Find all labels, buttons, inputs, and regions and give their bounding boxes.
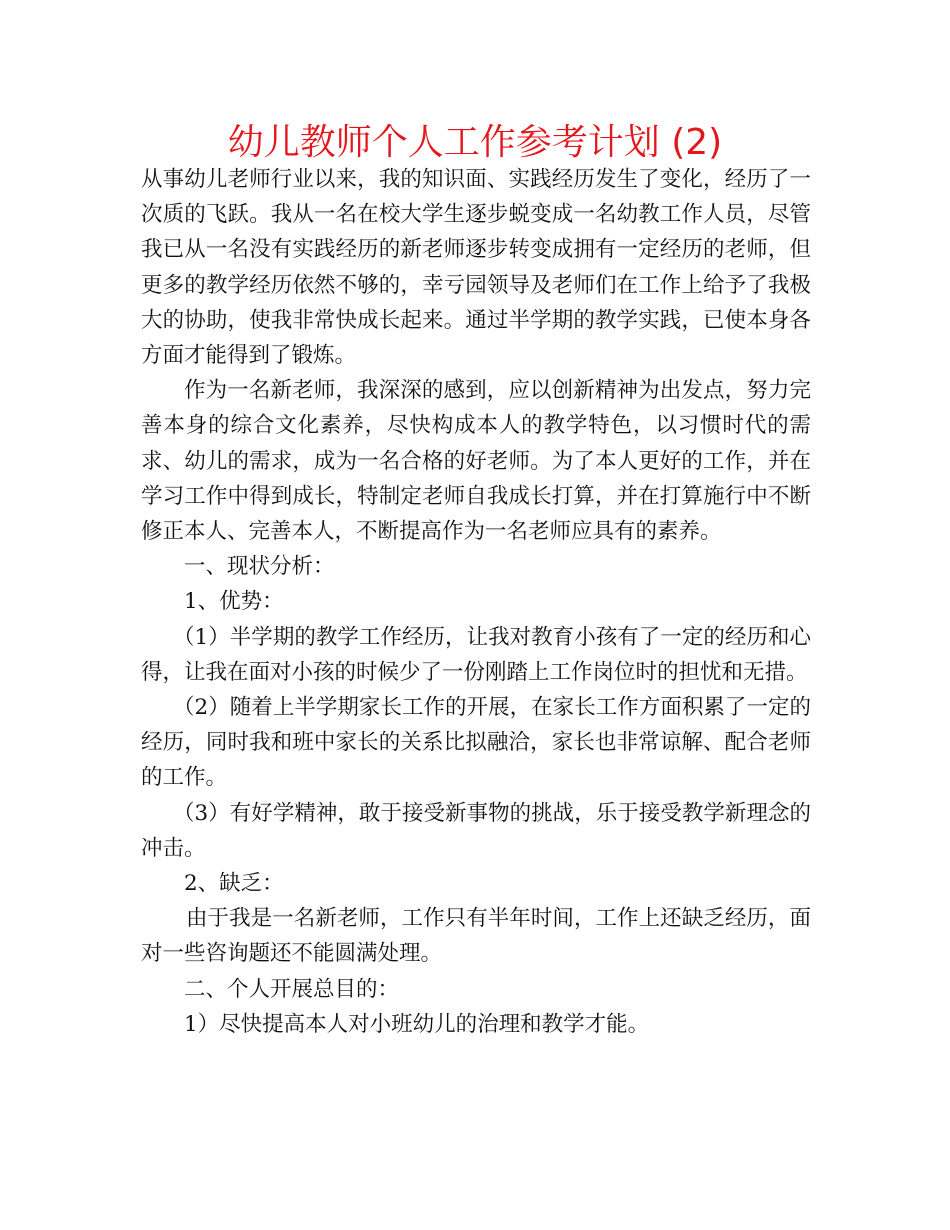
heading-current-analysis: 一、现状分析： (184, 554, 335, 580)
heading-strengths: 1、优势： (184, 589, 284, 615)
heading-shortcomings: 2、缺乏： (184, 871, 284, 897)
paragraph-new-teacher: 作为一名新老师，我深深的感到，应以创新精神为出发点，努力完善本身的综合文化素养，尽快构成本人的教学特色，以习惯时代的需求、幼儿的需求，成为一名合格的好老师。为了本人更好的工作，并在学习工作中得到成长，特制定老师自我成长打算，并在打算施行中不断修正本人、完善本人，不断提高作为一名老师应具有的素养。 (141, 378, 811, 545)
document-title: 幼儿教师个人工作参考计划 (2) (227, 122, 723, 163)
heading-personal-goals: 二、个人开展总目的： (184, 976, 400, 1002)
paragraph-strength-1: （1）半学期的教学工作经历，让我对教育小孩有了一定的经历和心得，让我在面对小孩的时候少了一份刚踏上工作岗位时的担忧和无措。 (141, 624, 811, 685)
paragraph-intro: 从事幼儿老师行业以来，我的知识面、实践经历发生了变化，经历了一次质的飞跃。我从一名在校大学生逐步蜕变成一名幼教工作人员，尽管我已从一名没有实践经历的新老师逐步转变成拥有一定经历的老师，但更多的教学经历依然不够的，幸亏园领导及老师们在工作上给予了我极大的协助，使我非常快成长起来。通过半学期的教学实践，已使本身各方面才能得到了锻炼。 (141, 167, 811, 369)
paragraph-strength-3: （3）有好学精神，敢于接受新事物的挑战，乐于接受教学新理念的冲击。 (141, 800, 811, 861)
paragraph-goal-1: 1）尽快提高本人对小班幼儿的治理和教学才能。 (184, 1011, 650, 1037)
paragraph-shortcoming: 由于我是一名新老师，工作只有半年时间，工作上还缺乏经历，面对一些咨询题还不能圆满处理。 (141, 906, 811, 967)
document-body (141, 162, 811, 1042)
paragraph-strength-2: （2）随着上半学期家长工作的开展，在家长工作方面积累了一定的经历，同时我和班中家长的关系比拟融洽，家长也非常谅解、配合老师的工作。 (141, 695, 811, 791)
